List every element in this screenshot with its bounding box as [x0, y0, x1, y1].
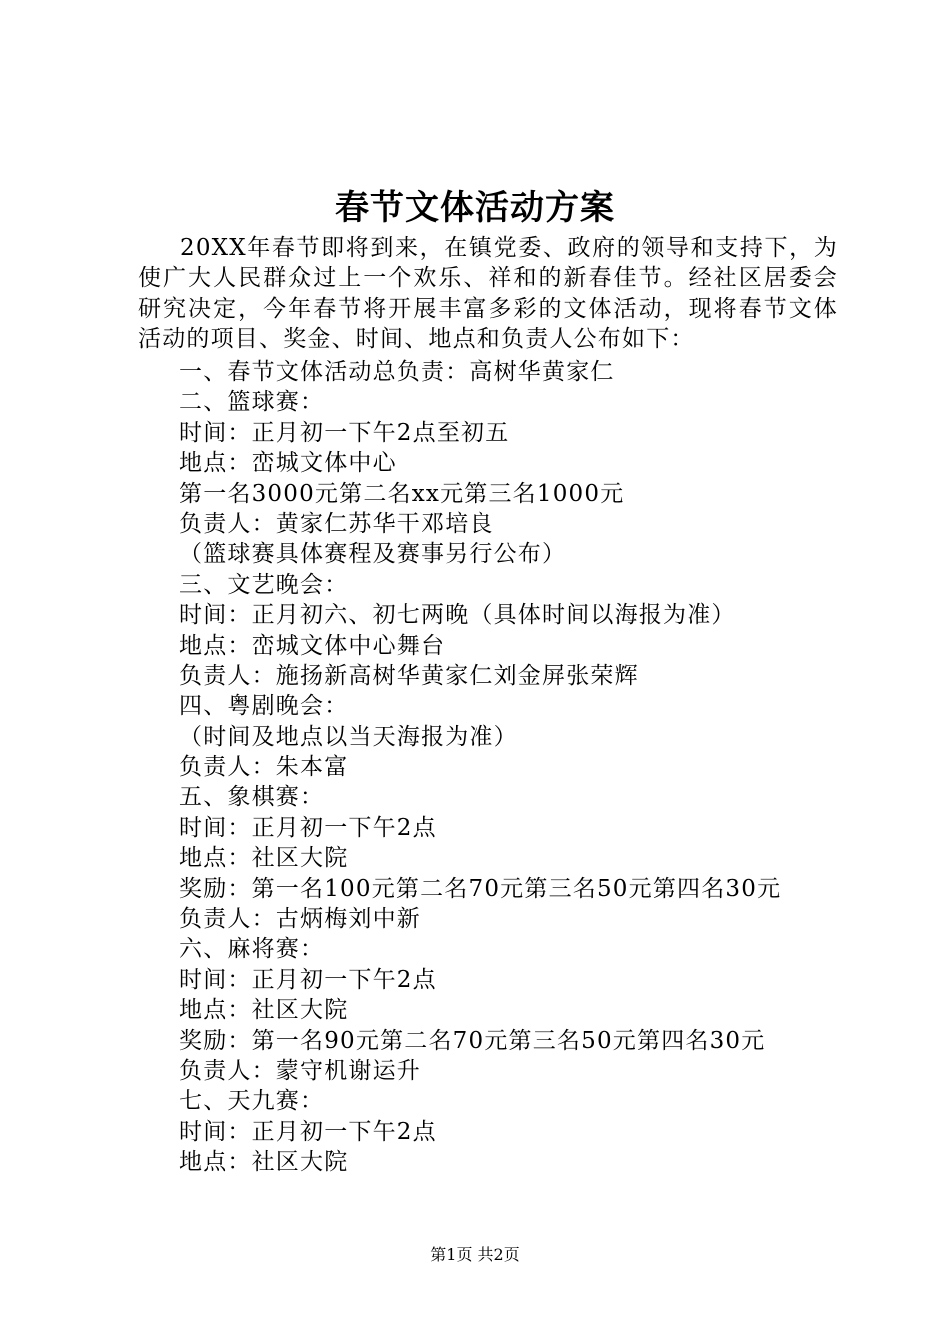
detail-line: 地点：峦城文体中心 [179, 450, 397, 477]
detail-line: 时间：正月初六、初七两晚（具体时间以海报为准） [179, 602, 736, 629]
detail-line: 时间：正月初一下午2点 [179, 1118, 437, 1145]
section-heading-basketball: 二、篮球赛： [179, 389, 325, 416]
detail-line: 负责人：黄家仁苏华干邓培良 [179, 510, 494, 537]
detail-line: 负责人：蒙守机谢运升 [179, 1057, 421, 1084]
detail-line: 时间：正月初一下午2点至初五 [179, 419, 510, 446]
detail-line: 时间：正月初一下午2点 [179, 814, 437, 841]
content-lines [179, 357, 859, 1178]
section-heading-gala: 三、文艺晚会： [179, 571, 349, 598]
detail-line: 时间：正月初一下午2点 [179, 966, 437, 993]
detail-line: 地点：社区大院 [179, 845, 349, 872]
page-number-footer: 第1页 共2页 [430, 1245, 520, 1264]
detail-line: 地点：峦城文体中心舞台 [179, 632, 446, 659]
document-title: 春节文体活动方案 [335, 188, 615, 228]
detail-line: 地点：社区大院 [179, 997, 349, 1024]
detail-line: 奖励：第一名100元第二名70元第三名50元第四名30元 [179, 875, 782, 902]
section-heading-mahjong: 六、麻将赛： [179, 936, 325, 963]
detail-line: （篮球赛具体赛程及赛事另行公布） [179, 541, 567, 568]
detail-line: 负责人：古炳梅刘中新 [179, 906, 421, 933]
detail-line: 地点：社区大院 [179, 1149, 349, 1176]
detail-line: 奖励：第一名90元第二名70元第三名50元第四名30元 [179, 1027, 766, 1054]
detail-line: 负责人：朱本富 [179, 754, 349, 781]
intro-paragraph: 20XX年春节即将到来，在镇党委、政府的领导和支持下，为使广大人民群众过上一个欢乐、祥和的新春佳节。经社区居委会研究决定，今年春节将开展丰富多彩的文体活动，现将春节文体活动的项目、奖金、时间、地点和负责人公布如下： [138, 235, 838, 353]
detail-line: （时间及地点以当天海报为准） [179, 723, 518, 750]
section-heading-chess: 五、象棋赛： [179, 784, 325, 811]
detail-line: 负责人：施扬新高树华黄家仁刘金屏张荣辉 [179, 662, 639, 689]
section-heading-opera: 四、粤剧晚会： [179, 693, 349, 720]
section-heading-tianjiu: 七、天九赛： [179, 1088, 325, 1115]
section-line-overall-lead: 一、春节文体活动总负责：高树华黄家仁 [179, 359, 615, 385]
detail-line: 第一名3000元第二名xx元第三名1000元 [179, 480, 625, 507]
